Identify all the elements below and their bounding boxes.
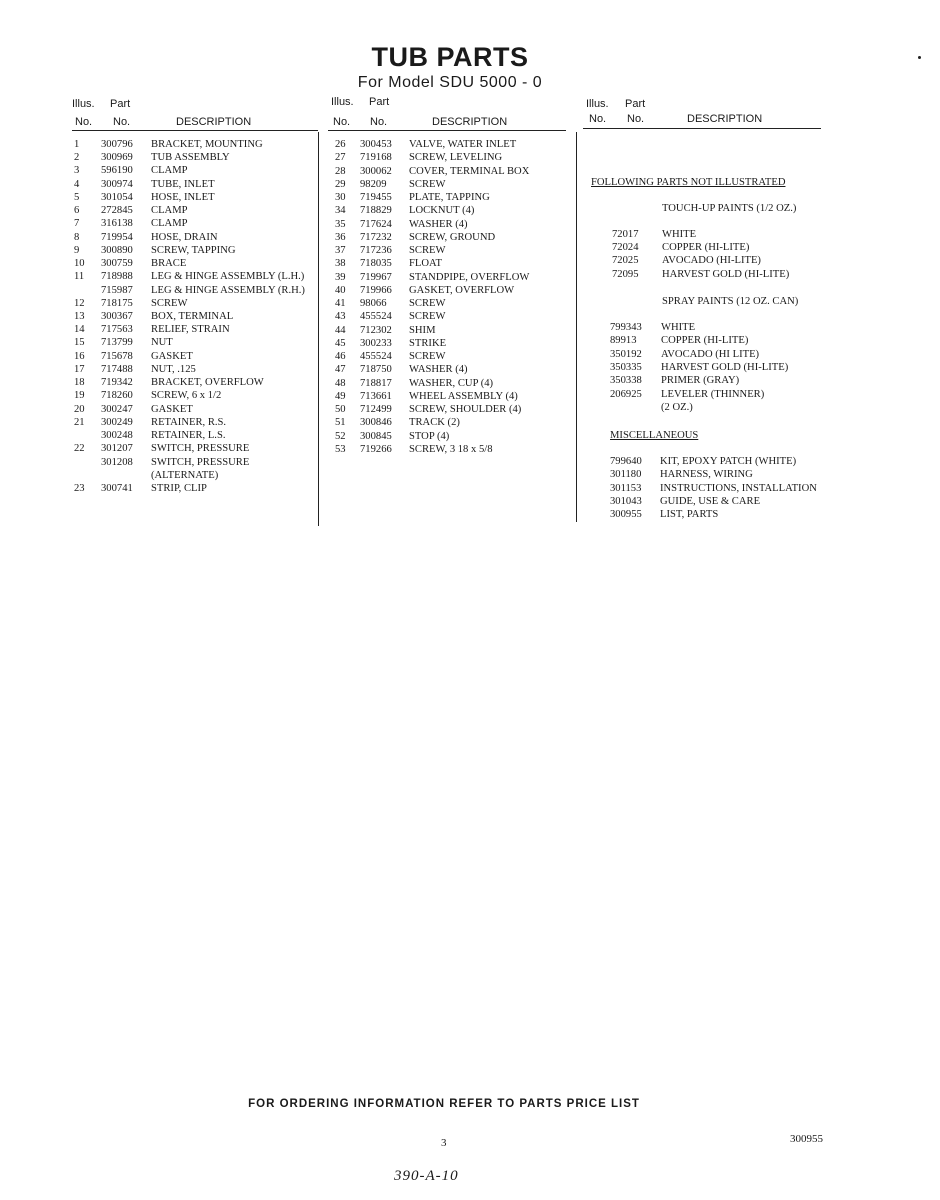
part-number: 350192 — [610, 348, 642, 360]
table-row — [335, 363, 575, 376]
part-number: 455524 — [360, 311, 392, 323]
part-number: 206925 — [610, 388, 642, 400]
part-description: NUT — [151, 337, 173, 349]
col1-illus-header: Illus. — [72, 98, 95, 110]
col2-divider — [576, 132, 577, 522]
part-description: STANDPIPE, OVERFLOW — [409, 271, 530, 283]
part-description: AVOCADO (HI-LITE) — [662, 255, 761, 267]
part-number: 300741 — [101, 482, 133, 494]
part-number: 715678 — [101, 350, 133, 362]
table-row — [610, 401, 830, 414]
part-description: NUT, .125 — [151, 363, 196, 375]
part-number: 719266 — [360, 443, 392, 455]
part-number: 719168 — [360, 152, 392, 164]
part-number: 300969 — [101, 152, 133, 164]
table-row — [610, 468, 835, 481]
part-number: 301207 — [101, 443, 133, 455]
part-number: 98066 — [360, 298, 387, 309]
table-row — [74, 429, 318, 442]
part-number: 300974 — [101, 178, 133, 190]
col2-description-header: DESCRIPTION — [432, 116, 508, 128]
col2-no2-header: No. — [370, 116, 388, 128]
illus-number: 10 — [74, 258, 85, 270]
part-number: 717624 — [360, 218, 392, 230]
table-row — [74, 469, 318, 482]
table-row — [74, 244, 318, 257]
table-row — [335, 151, 575, 164]
part-number: 718817 — [360, 377, 392, 389]
part-number: 300845 — [360, 430, 392, 442]
part-description: (2 OZ.) — [661, 401, 693, 413]
table-row — [74, 363, 318, 376]
illus-number: 1 — [74, 139, 80, 150]
col1-header-rule — [72, 130, 318, 131]
table-row — [610, 455, 835, 468]
part-number: 719954 — [101, 231, 133, 243]
col1-divider — [318, 132, 319, 526]
illus-number: 36 — [335, 231, 346, 243]
part-description: HOSE, DRAIN — [151, 231, 218, 243]
table-row — [74, 456, 318, 469]
part-description: TUBE, INLET — [151, 178, 215, 190]
part-description: SCREW — [409, 178, 446, 190]
part-description: WASHER, CUP (4) — [409, 377, 494, 389]
part-description: SCREW, TAPPING — [151, 244, 236, 256]
illus-number: 47 — [335, 364, 346, 376]
table-row — [612, 228, 832, 241]
table-row — [335, 257, 575, 270]
table-row — [74, 204, 318, 217]
part-description: SCREW — [409, 298, 446, 309]
table-row — [612, 241, 832, 254]
part-description: KIT, EPOXY PATCH (WHITE) — [660, 456, 797, 467]
part-number: 718260 — [101, 390, 133, 402]
table-row — [74, 178, 318, 191]
illus-number: 16 — [74, 350, 85, 362]
table-row — [74, 482, 318, 495]
part-number: 72025 — [612, 255, 639, 267]
part-description: SCREW, 6 x 1/2 — [151, 390, 222, 402]
part-description: WASHER (4) — [409, 364, 468, 376]
part-number: 350335 — [610, 361, 642, 373]
illus-number: 48 — [335, 377, 346, 389]
table-row — [335, 416, 575, 429]
part-description: SWITCH, PRESSURE — [151, 456, 250, 468]
part-number: 89913 — [610, 335, 637, 347]
part-description: WASHER (4) — [409, 218, 468, 230]
part-description: BRACE — [151, 258, 187, 270]
part-number: 301153 — [610, 482, 642, 494]
table-row — [335, 165, 575, 178]
part-number: 717563 — [101, 324, 133, 336]
part-number: 713799 — [101, 337, 133, 349]
part-description: RELIEF, STRAIN — [151, 324, 230, 336]
table-row — [610, 388, 830, 401]
illus-number: 15 — [74, 337, 85, 349]
part-description: SCREW — [409, 351, 446, 362]
illus-number: 22 — [74, 443, 85, 455]
part-number: 715987 — [101, 284, 133, 296]
part-number: 300796 — [101, 139, 133, 150]
part-description: PRIMER (GRAY) — [661, 375, 740, 387]
col1-part-header: Part — [110, 98, 131, 110]
part-description: PLATE, TAPPING — [409, 192, 490, 203]
illus-number: 26 — [335, 139, 346, 150]
part-description: HARVEST GOLD (HI-LITE) — [662, 268, 790, 280]
illus-number: 34 — [335, 205, 346, 217]
part-description: HOSE, INLET — [151, 191, 215, 203]
table-row — [74, 416, 318, 429]
part-number: 301043 — [610, 495, 642, 507]
illus-number: 44 — [335, 324, 346, 336]
part-description: BRACKET, OVERFLOW — [151, 377, 264, 389]
illus-number: 19 — [74, 390, 85, 402]
part-number: 300249 — [101, 416, 133, 428]
part-number: 719967 — [360, 271, 392, 283]
part-number: 300955 — [610, 509, 642, 521]
table-row — [335, 350, 575, 363]
part-number: 300759 — [101, 258, 133, 270]
part-number: 455524 — [360, 351, 392, 362]
table-row — [74, 376, 318, 389]
part-number: 718829 — [360, 205, 392, 217]
illus-number: 21 — [74, 416, 85, 428]
scan-speck — [918, 56, 921, 59]
part-number: 718175 — [101, 297, 133, 309]
part-description: LEG & HINGE ASSEMBLY (L.H.) — [151, 271, 305, 283]
illus-number: 41 — [335, 298, 346, 309]
illus-number: 30 — [335, 192, 346, 203]
part-description: SCREW, 3 18 x 5/8 — [409, 443, 493, 455]
part-number: 301180 — [610, 469, 642, 481]
part-description: RETAINER, L.S. — [151, 430, 226, 442]
table-row — [74, 151, 318, 164]
ordering-note: FOR ORDERING INFORMATION REFER TO PARTS PRICE LIST — [248, 1098, 640, 1110]
part-description: SCREW, SHOULDER (4) — [409, 404, 522, 415]
part-description: HARNESS, WIRING — [660, 469, 753, 481]
illus-number: 43 — [335, 311, 346, 323]
part-number: 301054 — [101, 191, 133, 203]
part-number: 350338 — [610, 375, 642, 387]
col3-illus-header: Illus. — [586, 98, 609, 110]
part-description: WHITE — [661, 322, 696, 333]
illus-number: 39 — [335, 271, 346, 283]
table-row — [610, 348, 830, 361]
part-number: 717236 — [360, 245, 392, 256]
table-row — [74, 350, 318, 363]
illus-number: 11 — [74, 271, 85, 283]
part-description: GASKET, OVERFLOW — [409, 284, 515, 296]
col3-header-rule — [583, 128, 821, 129]
part-number: 719342 — [101, 377, 133, 389]
illus-number: 3 — [74, 165, 80, 177]
illus-number: 53 — [335, 443, 346, 455]
document-number: 300955 — [790, 1133, 823, 1145]
table-row — [335, 310, 575, 323]
illus-number: 37 — [335, 245, 346, 256]
part-number: 72095 — [612, 268, 639, 280]
table-row — [335, 178, 575, 191]
illus-number: 14 — [74, 324, 85, 336]
illus-number: 5 — [74, 191, 80, 203]
illus-number: 7 — [74, 218, 80, 230]
col2-no-header: No. — [333, 116, 351, 128]
part-number: 718988 — [101, 271, 133, 283]
illus-number: 8 — [74, 231, 80, 243]
table-row — [612, 268, 832, 281]
part-number: 316138 — [101, 218, 133, 230]
table-row — [335, 231, 575, 244]
handwritten-note: 390-A-10 — [394, 1168, 459, 1184]
part-description: (ALTERNATE) — [151, 469, 219, 481]
part-number: 272845 — [101, 205, 133, 217]
part-description: BRACKET, MOUNTING — [151, 139, 263, 150]
part-description: SCREW — [409, 311, 446, 323]
part-number: 300248 — [101, 430, 133, 442]
table-row — [335, 430, 575, 443]
illus-number: 13 — [74, 310, 85, 322]
part-description: WHEEL ASSEMBLY (4) — [409, 390, 518, 402]
table-row — [335, 297, 575, 310]
part-number: 72024 — [612, 242, 639, 254]
table-row — [335, 244, 575, 257]
part-description: SCREW — [151, 297, 188, 309]
table-row — [74, 336, 318, 349]
part-number: 717488 — [101, 363, 133, 375]
table-row — [335, 218, 575, 231]
part-description: LEVELER (THINNER) — [661, 388, 765, 400]
part-description: GUIDE, USE & CARE — [660, 495, 761, 507]
part-description: HARVEST GOLD (HI-LITE) — [661, 361, 789, 373]
part-description: RETAINER, R.S. — [151, 416, 227, 428]
part-number: 300062 — [360, 165, 392, 177]
part-number: 300846 — [360, 417, 392, 429]
page-title: TUB PARTS — [371, 42, 529, 72]
table-row — [335, 443, 575, 456]
illus-number: 20 — [74, 403, 85, 415]
illus-number: 6 — [74, 205, 80, 217]
illus-number: 28 — [335, 165, 346, 177]
part-number: 799640 — [610, 456, 642, 467]
col1-no2-header: No. — [113, 116, 131, 128]
table-row — [74, 257, 318, 270]
part-description: CLAMP — [151, 165, 188, 177]
col2-illus-header: Illus. — [331, 96, 354, 108]
page-number: 3 — [441, 1137, 447, 1149]
table-row — [610, 334, 830, 347]
part-description: CLAMP — [151, 218, 188, 230]
part-description: GASKET — [151, 350, 193, 362]
page-subtitle: For Model SDU 5000 - 0 — [357, 74, 543, 91]
part-number: 300453 — [360, 139, 392, 150]
part-description: STOP (4) — [409, 430, 450, 442]
part-description: SCREW — [409, 245, 446, 256]
part-description: GASKET — [151, 403, 193, 415]
col1-description-header: DESCRIPTION — [176, 116, 252, 128]
part-number: 300247 — [101, 403, 133, 415]
table-row — [335, 377, 575, 390]
illus-number: 29 — [335, 178, 346, 190]
part-description: SCREW, LEVELING — [409, 152, 503, 164]
part-number: 717232 — [360, 231, 392, 243]
illus-number: 46 — [335, 351, 346, 362]
col3-part-header: Part — [625, 98, 646, 110]
part-description: BOX, TERMINAL — [151, 310, 234, 322]
table-row — [74, 310, 318, 323]
part-number: 799343 — [610, 322, 642, 333]
table-row — [610, 482, 835, 495]
illus-number: 52 — [335, 430, 346, 442]
table-row — [74, 270, 318, 283]
spray-heading: SPRAY PAINTS (12 OZ. CAN) — [662, 296, 799, 307]
part-number: 719966 — [360, 284, 392, 296]
illus-number: 45 — [335, 337, 346, 349]
table-row — [610, 495, 835, 508]
part-description: SCREW, GROUND — [409, 231, 496, 243]
table-row — [74, 231, 318, 244]
part-description: INSTRUCTIONS, INSTALLATION — [660, 482, 817, 494]
illus-number: 12 — [74, 297, 85, 309]
part-number: 300890 — [101, 244, 133, 256]
table-row — [335, 191, 575, 204]
part-description: STRIP, CLIP — [151, 482, 207, 494]
table-row — [610, 321, 830, 334]
col3-no2-header: No. — [627, 113, 645, 125]
table-row — [74, 403, 318, 416]
part-number: 72017 — [612, 229, 639, 240]
table-row — [335, 138, 575, 151]
part-number: 98209 — [360, 178, 387, 190]
part-description: TRACK (2) — [409, 417, 460, 429]
part-description: STRIKE — [409, 337, 447, 349]
part-description: WHITE — [662, 229, 697, 240]
part-description: COVER, TERMINAL BOX — [409, 165, 530, 177]
part-number: 712302 — [360, 324, 392, 336]
illus-number: 27 — [335, 152, 346, 164]
table-row — [74, 297, 318, 310]
table-row — [335, 337, 575, 350]
part-description: SHIM — [409, 324, 436, 336]
part-description: LEG & HINGE ASSEMBLY (R.H.) — [151, 284, 305, 296]
col3-description-header: DESCRIPTION — [687, 113, 763, 125]
part-number: 712499 — [360, 404, 392, 415]
part-description: TUB ASSEMBLY — [151, 152, 230, 164]
part-number: 718035 — [360, 258, 392, 270]
table-row — [74, 284, 318, 297]
part-number: 301208 — [101, 456, 133, 468]
part-number: 300367 — [101, 310, 133, 322]
part-description: LOCKNUT (4) — [409, 205, 475, 217]
illus-number: 51 — [335, 417, 346, 429]
table-row — [335, 324, 575, 337]
part-description: FLOAT — [409, 258, 442, 270]
illus-number: 49 — [335, 390, 346, 402]
table-row — [610, 508, 835, 521]
part-number: 713661 — [360, 390, 392, 402]
table-row — [335, 204, 575, 217]
illus-number: 9 — [74, 244, 80, 256]
illus-number: 38 — [335, 258, 346, 270]
illus-number: 40 — [335, 284, 346, 296]
col1-no-header: No. — [75, 116, 93, 128]
illus-number: 17 — [74, 363, 85, 375]
part-number: 300233 — [360, 337, 392, 349]
table-row — [610, 361, 830, 374]
illus-number: 35 — [335, 218, 346, 230]
not-illustrated-heading: FOLLOWING PARTS NOT ILLUSTRATED — [591, 177, 786, 188]
table-row — [335, 390, 575, 403]
misc-heading: MISCELLANEOUS — [610, 430, 699, 441]
part-description: SWITCH, PRESSURE — [151, 443, 250, 455]
table-row — [610, 374, 830, 387]
table-row — [74, 191, 318, 204]
part-description: CLAMP — [151, 205, 188, 217]
illus-number: 4 — [74, 178, 80, 190]
illus-number: 18 — [74, 377, 85, 389]
part-description: VALVE, WATER INLET — [409, 139, 517, 150]
col3-no-header: No. — [589, 113, 607, 125]
part-description: COPPER (HI-LITE) — [662, 242, 750, 254]
part-description: LIST, PARTS — [660, 509, 719, 521]
table-row — [74, 217, 318, 230]
illus-number: 2 — [74, 152, 80, 164]
part-number: 718750 — [360, 364, 392, 376]
part-number: 596190 — [101, 165, 133, 177]
table-row — [612, 254, 832, 267]
table-row — [74, 389, 318, 402]
col2-header-rule — [328, 130, 566, 131]
part-description: COPPER (HI-LITE) — [661, 335, 749, 347]
table-row — [335, 403, 575, 416]
table-row — [74, 323, 318, 336]
touchup-heading: TOUCH-UP PAINTS (1/2 OZ.) — [662, 203, 797, 214]
illus-number: 23 — [74, 482, 85, 494]
part-description: AVOCADO (HI LITE) — [661, 348, 760, 360]
col2-part-header: Part — [369, 96, 390, 108]
table-row — [74, 442, 318, 455]
illus-number: 50 — [335, 404, 346, 415]
table-row — [335, 271, 575, 284]
part-number: 719455 — [360, 192, 392, 203]
table-row — [335, 284, 575, 297]
table-row — [74, 164, 318, 177]
table-row — [74, 138, 318, 151]
